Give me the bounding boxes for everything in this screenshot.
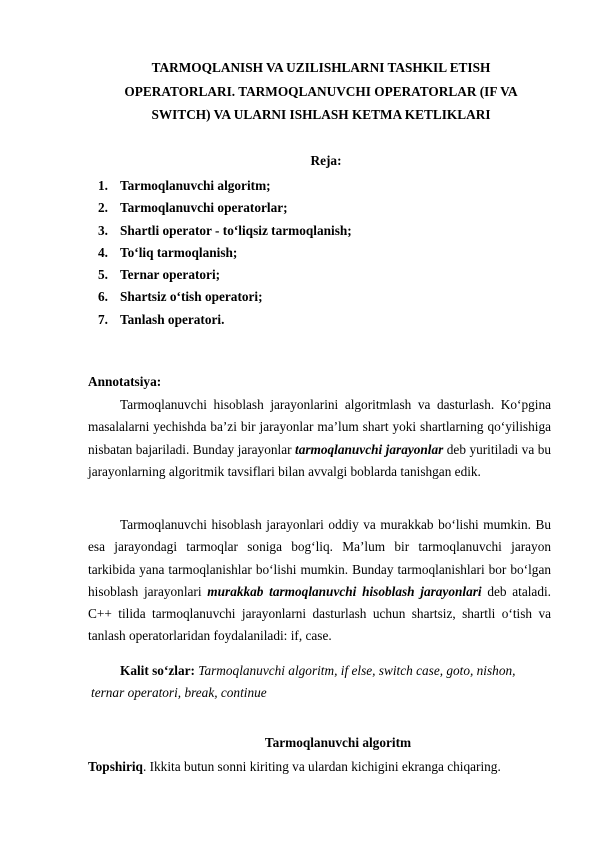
- plan-item: [98, 286, 352, 308]
- title-line-1: TARMOQLANISH VA UZILISHLARNI TASHKIL ETISH: [151, 60, 491, 75]
- annotation-paragraph-1: [88, 394, 551, 483]
- plan-item-number: 7.: [98, 311, 108, 327]
- paragraph-text: Tarmoqlanuvchi hisoblash jarayonlari oddiy va murakkab bo‘lishi mumkin. Bu esa jarayondagi tarmoqlar soniga bog‘liq. Ma’lum bir tarmoqlanuvchi jarayon tarkibida yana tarmoqlanishlar bo‘lishi mumkin. Bunday tarmoqlanishlari bor bo‘lgan hisoblash jarayonlari: [88, 517, 551, 599]
- plan-item-text: Tanlash operatori.: [120, 311, 225, 327]
- paragraph-text: Tarmoqlanuvchi hisoblash jarayonlarini algoritmlash va dasturlash. Ko‘pgina masalalarni yechishda ba’zi bir jarayonlar ma’lum shart yoki shartlarning qo‘yilishiga nisbatan bajariladi. Bunday jarayonlar: [88, 397, 551, 457]
- plan-item-number: 6.: [98, 289, 108, 305]
- plan-item: [98, 175, 352, 197]
- plan-item-text: Ternar operatori;: [120, 267, 221, 283]
- title-line-2: OPERATORLARI. TARMOQLANUVCHI OPERATORLAR (IF VA: [124, 83, 518, 99]
- keywords-line-2: ternar operatori, break, continue: [91, 685, 267, 700]
- plan-item: [98, 197, 352, 219]
- plan-item-number: 4.: [98, 244, 108, 260]
- document-title: [90, 56, 552, 127]
- keywords-text: Tarmoqlanuvchi algoritm, if else, switch case, goto, nishon,: [194, 663, 516, 678]
- keywords-label: Kalit so‘zlar:: [120, 663, 195, 678]
- section-heading: Tarmoqlanuvchi algoritm: [264, 735, 412, 750]
- plan-item: [98, 264, 352, 286]
- plan-item-text: Tarmoqlanuvchi algoritm;: [120, 178, 271, 193]
- paragraph-text: deb yuritiladi va bu jarayonlarning algoritmik tavsiflari bilan avvalgi boblarda tanishgan edik.: [88, 441, 552, 479]
- plan-item: [98, 220, 352, 242]
- plan-item-text: Shartsiz o‘tish operatori;: [120, 289, 263, 305]
- emphasis-text: tarmoqlanuvchi jarayonlar: [295, 441, 444, 457]
- task-line: [88, 756, 501, 778]
- plan-item-number: 3.: [98, 222, 108, 238]
- paragraph-text: deb ataladi. C++ tilida tarmoqlanuvchi jarayonlarni dasturlash uchun shartsiz, shartli o‘tish va tanlash operatorlaridan foydalaniladi: if, case.: [88, 583, 552, 644]
- plan-item-number: 5.: [98, 267, 108, 283]
- annotation-heading: Annotatsiya:: [88, 374, 162, 389]
- plan-item: [98, 242, 352, 264]
- emphasis-text: murakkab tarmoqlanuvchi hisoblash jarayonlari: [207, 583, 482, 599]
- plan-item-number: 2.: [98, 200, 108, 216]
- keywords-line-1: [120, 660, 515, 682]
- plan-item-text: To‘liq tarmoqlanish;: [120, 244, 238, 260]
- plan-item-text: Shartli operator - to‘liqsiz tarmoqlanish;: [120, 222, 352, 238]
- plan-list: [98, 175, 352, 331]
- plan-heading: Reja:: [310, 153, 342, 168]
- plan-item: [98, 309, 352, 331]
- task-text: . Ikkita butun sonni kiriting va ulardan kichigini ekranga chiqaring.: [142, 759, 501, 774]
- task-label: Topshiriq: [88, 759, 143, 774]
- plan-item-number: 1.: [98, 178, 108, 193]
- plan-item-text: Tarmoqlanuvchi operatorlar;: [120, 200, 288, 216]
- annotation-paragraph-2: [88, 514, 551, 648]
- title-line-3: SWITCH) VA ULARNI ISHLASH KETMA KETLIKLARI: [151, 107, 491, 122]
